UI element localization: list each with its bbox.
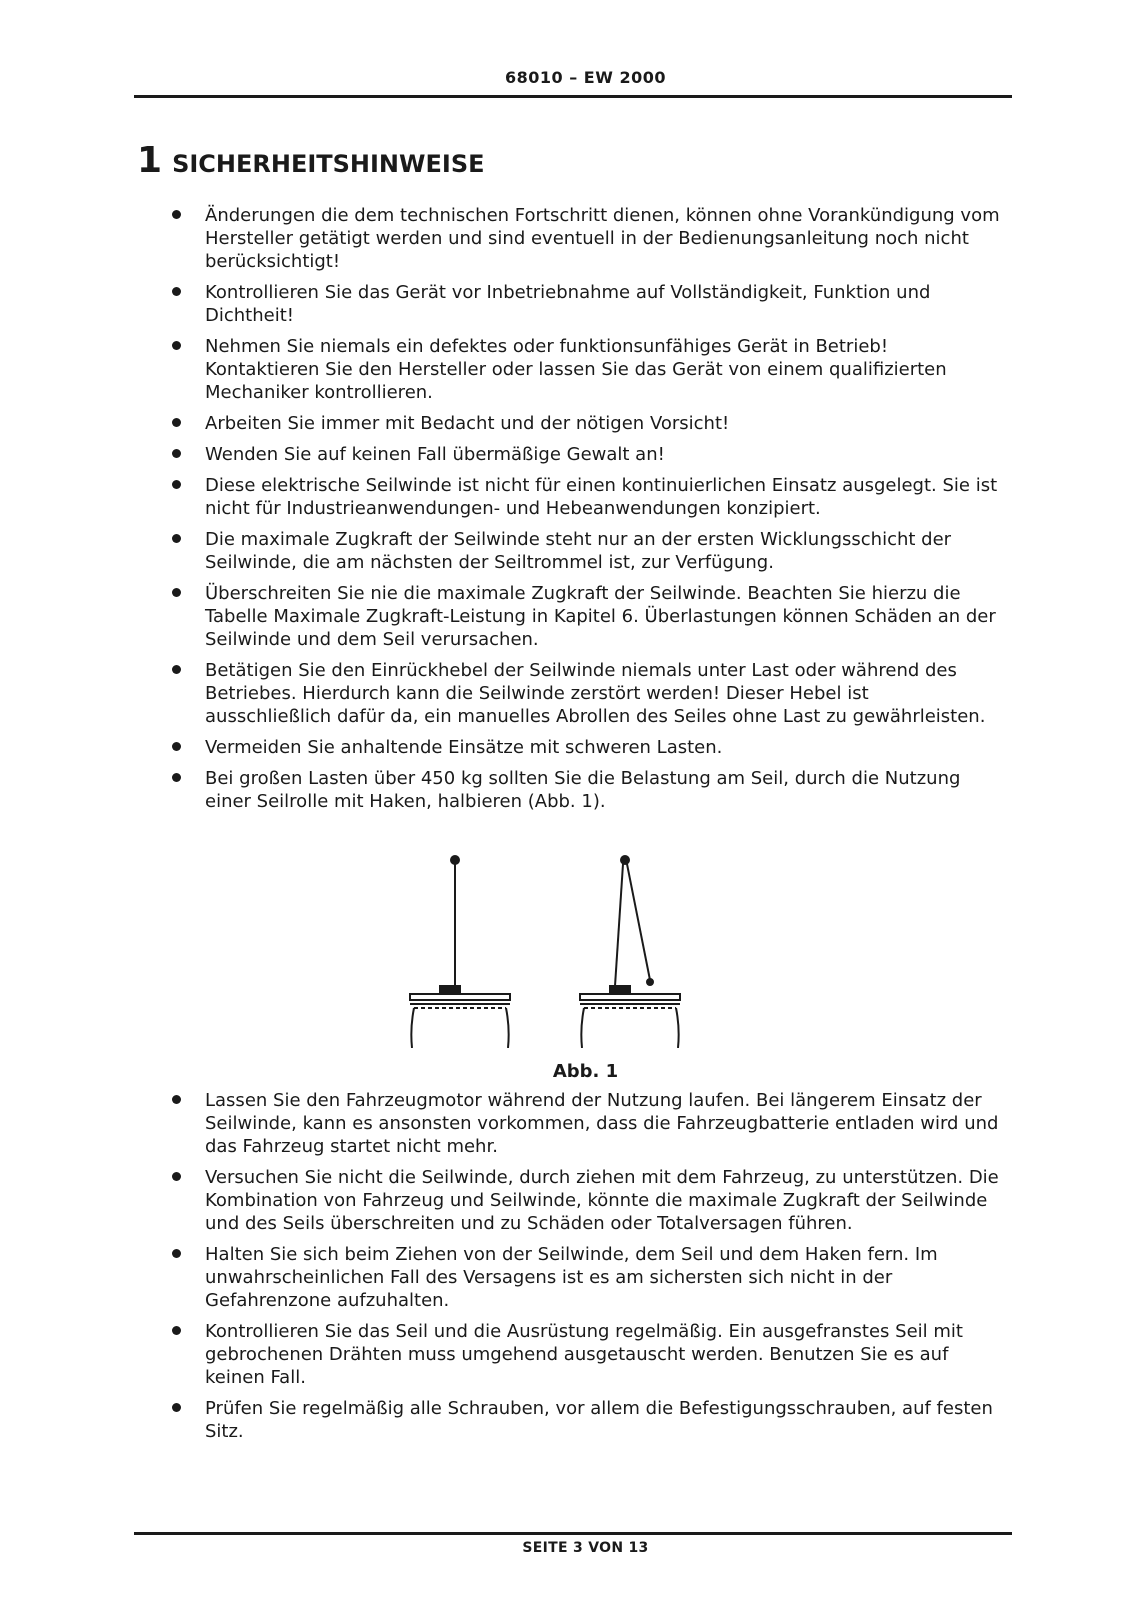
winch-pulley-figure <box>400 848 700 1048</box>
list-item <box>0 204 1000 273</box>
list-item-text: Kontrollieren Sie das Gerät vor Inbetriebnahme auf Vollständigkeit, Funktion und Dichtheit! <box>205 282 931 326</box>
list-item <box>0 412 1000 435</box>
safety-list-bottom <box>0 1089 1000 1451</box>
figure-caption: Abb. 1 <box>552 1061 619 1082</box>
list-item <box>0 1166 1000 1235</box>
list-item-text: Halten Sie sich beim Ziehen von der Seilwinde, dem Seil und dem Haken fern. Im unwahrscheinlichen Fall des Versagens ist es am sichersten sich nicht in der Gefahrenzone aufzuhalten. <box>205 1244 938 1311</box>
list-item-text: Wenden Sie auf keinen Fall übermäßige Gewalt an! <box>205 444 665 465</box>
list-item <box>0 659 1000 728</box>
header-rule <box>134 95 1012 98</box>
bullet-icon <box>172 1326 181 1335</box>
list-item <box>0 736 1000 759</box>
list-item-text: Prüfen Sie regelmäßig alle Schrauben, vor allem die Befestigungsschrauben, auf festen Sitz. <box>205 1398 993 1442</box>
list-item-text: Kontrollieren Sie das Seil und die Ausrüstung regelmäßig. Ein ausgefranstes Seil mit gebrochenen Drähten muss umgehend ausgetauscht werden. Benutzen Sie es auf keinen Fall. <box>205 1321 963 1388</box>
list-item-text: Versuchen Sie nicht die Seilwinde, durch ziehen mit dem Fahrzeug, zu unterstützen. Die Kombination von Fahrzeug und Seilwinde, könnte die maximale Zugkraft der Seilwinde und des Seils überschreiten und zu Schäden oder Totalversagen führen. <box>205 1167 999 1234</box>
list-item-text: Lassen Sie den Fahrzeugmotor während der Nutzung laufen. Bei längerem Einsatz der Seilwinde, kann es ansonsten vorkommen, dass die Fahrzeugbatterie entladen wird und das Fahrzeug startet nicht mehr. <box>205 1090 999 1157</box>
list-item <box>0 582 1000 651</box>
bullet-icon <box>172 773 181 782</box>
list-item <box>0 335 1000 404</box>
list-item-text: Nehmen Sie niemals ein defektes oder funktionsunfähiges Gerät in Betrieb! Kontaktieren Sie den Hersteller oder lassen Sie das Gerät von einem qualifizierten Mechaniker kontrollieren. <box>205 336 947 403</box>
bullet-icon <box>172 1095 181 1104</box>
bullet-icon <box>172 665 181 674</box>
list-item-text: Änderungen die dem technischen Fortschritt dienen, können ohne Vorankündigung vom Hersteller getätigt werden und sind eventuell in der Bedienungsanleitung noch nicht berücksichtigt! <box>205 205 1000 272</box>
bullet-icon <box>172 1403 181 1412</box>
single-line-drawing <box>410 856 510 1048</box>
bullet-icon <box>172 449 181 458</box>
bullet-icon <box>172 1249 181 1258</box>
page-number: SEITE 3 VON 13 <box>522 1540 649 1556</box>
bullet-icon <box>172 1172 181 1181</box>
list-item <box>0 767 1000 813</box>
footer-rule <box>134 1532 1012 1535</box>
list-item <box>0 281 1000 327</box>
list-item <box>0 1320 1000 1389</box>
list-item <box>0 1243 1000 1312</box>
section-number: 1 <box>137 140 163 181</box>
list-item-text: Die maximale Zugkraft der Seilwinde steht nur an der ersten Wicklungsschicht der Seilwinde, die am nächsten der Seiltrommel ist, zur Verfügung. <box>205 529 952 573</box>
bullet-icon <box>172 742 181 751</box>
section-heading <box>137 140 485 181</box>
list-item <box>0 443 1000 466</box>
list-item <box>0 474 1000 520</box>
section-title: SICHERHEITSHINWEISE <box>172 150 485 178</box>
list-item-text: Betätigen Sie den Einrückhebel der Seilwinde niemals unter Last oder während des Betriebes. Hierdurch kann die Seilwinde zerstört werden! Dieser Hebel ist ausschließlich dafür da, ein manuelles Abrollen des Seiles ohne Last zu gewährleisten. <box>205 660 986 727</box>
list-item-text: Diese elektrische Seilwinde ist nicht für einen kontinuierlichen Einsatz ausgelegt. Sie ist nicht für Industrieanwendungen- und Hebeanwendungen konzipiert. <box>205 475 998 519</box>
bullet-icon <box>172 287 181 296</box>
list-item-text: Bei großen Lasten über 450 kg sollten Sie die Belastung am Seil, durch die Nutzung einer Seilrolle mit Haken, halbieren (Abb. 1). <box>205 768 961 812</box>
list-item <box>0 528 1000 574</box>
list-item-text: Vermeiden Sie anhaltende Einsätze mit schweren Lasten. <box>205 737 723 758</box>
double-line-drawing <box>580 856 680 1048</box>
document-header-title: 68010 – EW 2000 <box>505 68 666 87</box>
bullet-icon <box>172 418 181 427</box>
bullet-icon <box>172 210 181 219</box>
list-item <box>0 1089 1000 1158</box>
safety-list-top <box>0 204 1000 821</box>
list-item-text: Arbeiten Sie immer mit Bedacht und der nötigen Vorsicht! <box>205 413 730 434</box>
bullet-icon <box>172 341 181 350</box>
bullet-icon <box>172 480 181 489</box>
bullet-icon <box>172 534 181 543</box>
bullet-icon <box>172 588 181 597</box>
list-item <box>0 1397 1000 1443</box>
list-item-text: Überschreiten Sie nie die maximale Zugkraft der Seilwinde. Beachten Sie hierzu die Tabelle Maximale Zugkraft-Leistung in Kapitel 6. Überlastungen können Schäden an der Seilwinde und dem Seil verursachen. <box>205 583 996 650</box>
